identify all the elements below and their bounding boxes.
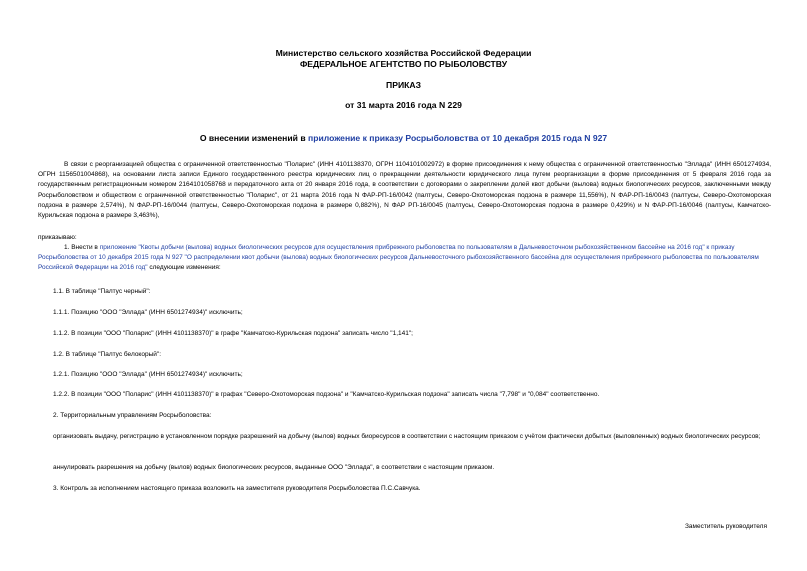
item-1-suffix: следующие изменения: [147,264,221,272]
item-1-paragraph [38,243,771,274]
item-1-2-1: 1.2.1. Позицию "ООО "Эллада" (ИНН 6501274934)" исключить; [53,371,243,378]
signature-title: Заместитель руководителя [685,523,767,530]
ministry-name: Министерство сельского хозяйства Российской Федерации [275,48,532,58]
document-title [0,133,807,144]
item-1-link[interactable]: приложение "Квоты добычи (вылова) водных биологических ресурсов для осуществления прибрежного рыболовства по пользователям в Дальневосточном рыбохозяйственном бассейне на 2016 год" к приказу Росрыболовства от 10 декабря 2015 года N 927 "О распределении квот добычи (вылова) водных биологических ресурсов Дальневосточного рыбохозяйственного бассейна для осуществления прибрежного рыболовства по пользователям Российской Федерации на 2016 год" [38,244,759,272]
item-1-2: 1.2. В таблице "Палтус белокорый": [53,351,161,358]
title-link[interactable]: приложение к приказу Росрыболовства от 10 декабря 2015 года N 927 [308,133,608,143]
item-1-1: 1.1. В таблице "Палтус черный": [53,288,151,295]
item-2: 2. Территориальным управлениям Росрыболовства: [53,412,212,419]
title-prefix: О внесении изменений в [199,133,308,143]
agency-name: ФЕДЕРАЛЬНОЕ АГЕНТСТВО ПО РЫБОЛОВСТВУ [299,59,508,69]
item-1-prefix: 1. Внести в [64,244,100,251]
item-2-a: организовать выдачу, регистрацию в установленном порядке разрешений на добычу (вылов) водных биоресурсов в соответствии с настоящим приказом с учётом фактически добытых (выловленных) водных биологических ресурсов; [53,433,761,440]
item-2-b: аннулировать разрешения на добычу (вылов) водных биологических ресурсов, выданные ООО "Эллада", в соответствии с настоящим приказом. [53,464,495,471]
item-1-1-1: 1.1.1. Позицию "ООО "Эллада" (ИНН 6501274934)" исключить; [53,309,243,316]
order-word: приказываю: [38,234,77,241]
preamble-paragraph: В связи с реорганизацией общества с ограниченной ответственностью "Поларис" (ИНН 4101138370, ОГРН 1104101002972) в форме присоединения к нему общества с ограниченной ответственностью "Эллада" (ИНН 6501274934, ОГРН 1156501004868), на основании листа записи Единого государственного реестра юридических лиц о прекращении деятельности юридического лица путем реорганизации в форме присоединения от 5 февраля 2016 года за государственным регистрационным номером 2164101058768 и передаточного акта от 20 января 2016 года, в соответствии с договорами о закреплении долей квот добычи (вылова) водных биологических ресурсов, заключенными между Росрыболовством и обществом с ограниченной ответственностью "Поларис", от 21 марта 2016 года N ФАР-РП-16/0042 (палтусы, Северо-Охотоморская подзона в размере 11,556%), N ФАР-РП-16/0043 (палтусы, Северо-Охотоморская подзона в размере 2,574%), N ФАР-РП-16/0044 (палтусы, Северо-Охотоморская подзона в размере 0,882%), N ФАР РП-16/0045 (палтусы, Северо-Охотоморская подзона в размере 0,429%) и N ФАР-РП-16/0046 (палтусы, Камчатско-Курильская подзона в размере 3,463%), [38,161,771,220]
document-date-number: от 31 марта 2016 года N 229 [345,100,462,110]
item-1-2-2: 1.2.2. В позиции "ООО "Поларис" (ИНН 4101138370)" в графах "Северо-Охотоморская подзона" и "Камчатско-Курильская подзона" записать числа "7,798" и "0,084" соответственно. [53,391,600,398]
document-type: ПРИКАЗ [386,80,421,90]
item-3: 3. Контроль за исполнением настоящего приказа возложить на заместителя руководителя Росрыболовства П.С.Савчука. [53,485,421,492]
item-1-1-2: 1.1.2. В позиции "ООО "Поларис" (ИНН 4101138370)" в графе "Камчатско-Курильская подзона" записать число "1,141"; [53,330,413,337]
